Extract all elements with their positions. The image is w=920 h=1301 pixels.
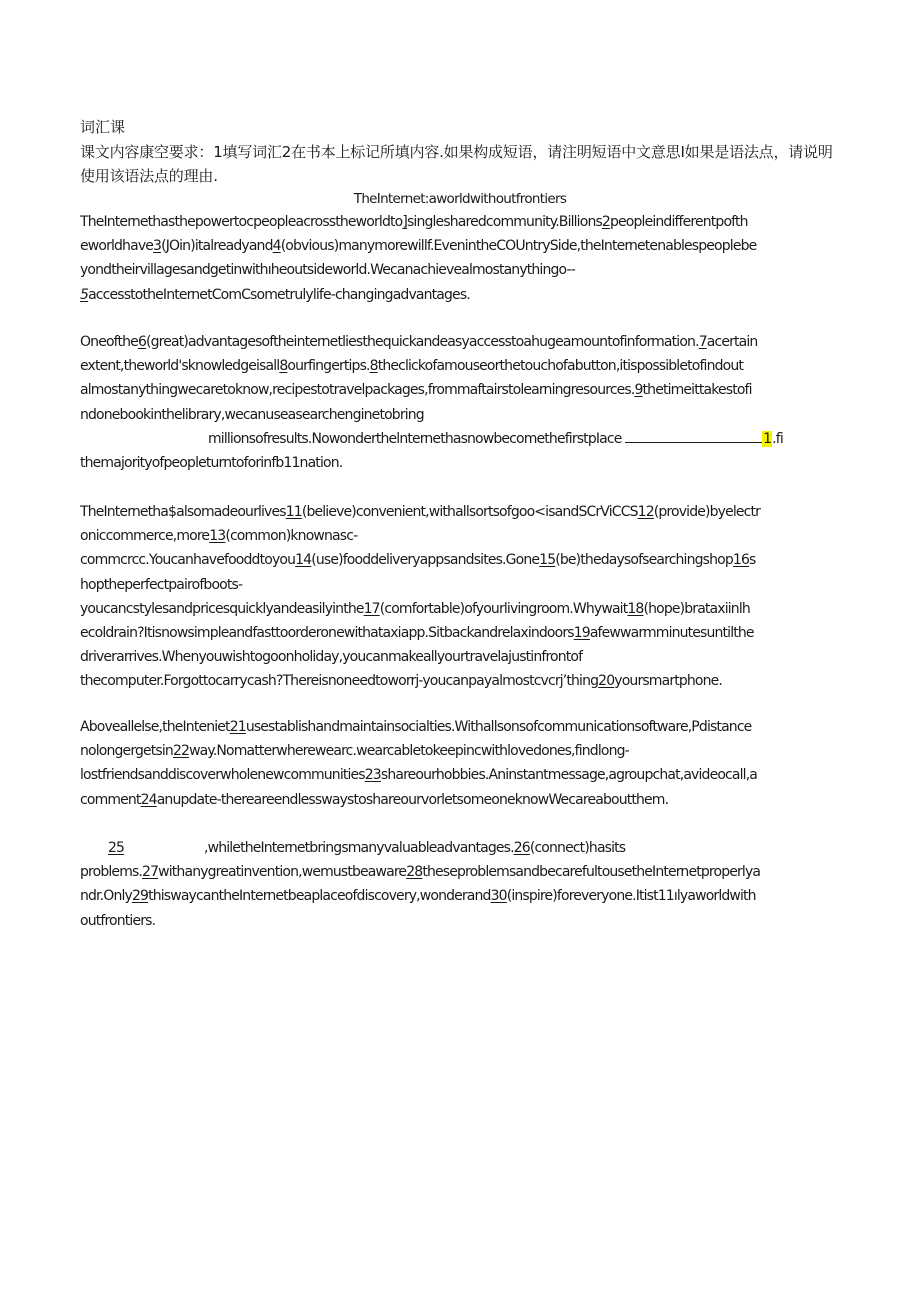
text-line xyxy=(80,669,842,693)
text-line xyxy=(80,210,842,234)
text-run: nolongergetsin xyxy=(80,743,173,760)
text-run: afewwarmminutesuntilthe xyxy=(589,625,754,642)
text-run: s xyxy=(749,552,756,569)
blank-1[interactable]: ] xyxy=(402,214,407,230)
blank-8[interactable]: 8 xyxy=(279,358,288,375)
text-run: (obvious)manymorewillf.EvenintheCOUntrySide,theInternetenablespeoplebe xyxy=(280,238,757,255)
text-run: ecoldrain?Itisnowsimpleandfasttoorderonewithataxiapp.Sitbackandrelaxindoors xyxy=(80,625,574,642)
text-line xyxy=(80,573,842,597)
blank-14[interactable]: 14 xyxy=(295,552,312,569)
text-line xyxy=(80,524,842,548)
text-run: yoursmartphone. xyxy=(614,673,723,690)
text-line xyxy=(80,548,842,572)
instructions-text: 课文内容康空要求：1填写词汇2在书本上标记所填内容.如果构成短语，请注明短语中文意思I如果是语法点，请说明使用该语法点的理由. xyxy=(80,143,833,185)
text-line xyxy=(80,234,842,258)
text-run: peopleindifferentpofth xyxy=(609,214,748,230)
text-line xyxy=(80,884,842,908)
text-run: (believe)convenient,withallsortsofgoo<isandSCrViCCS xyxy=(301,504,638,520)
text-run: theseproblemsandbecarefultousetheInternetproperlya xyxy=(422,864,761,881)
text-run: Aboveallelse,theInteniet xyxy=(80,719,230,735)
text-line xyxy=(80,258,842,282)
blank-17[interactable]: 17 xyxy=(363,600,380,617)
blank-18[interactable]: 18 xyxy=(627,600,644,617)
paragraph-2 xyxy=(80,330,842,475)
blank-4[interactable]: 4 xyxy=(272,238,281,255)
text-run: youcancstylesandpricesquicklyandeasilyinthe xyxy=(80,600,364,617)
text-run: outfrontiers. xyxy=(80,912,156,929)
blank-21[interactable]: 21 xyxy=(229,719,246,735)
text-run: oniccommerce,more xyxy=(80,528,210,545)
text-run: millionsofresults.NowonderthelnternethasnowbecomethefirstpIace xyxy=(208,430,622,447)
text-run: ,whiletheInternetbringsmanyvaluableadvantages. xyxy=(204,840,514,856)
blank-29[interactable]: 29 xyxy=(131,888,149,905)
blank-25[interactable]: 25 xyxy=(108,840,125,856)
blank-13[interactable]: 13 xyxy=(209,528,226,545)
text-run: (hope)brataxiinlh xyxy=(643,600,750,617)
text-run: themajorityofpeopleturntoforinfb11nation. xyxy=(80,455,343,472)
blank-26[interactable]: 26 xyxy=(513,840,530,856)
text-run: (be)thedaysofsearchingshop xyxy=(555,552,733,569)
text-run: lostfriendsanddiscoverwholenewcommunities xyxy=(80,767,365,784)
blank-12[interactable]: 12 xyxy=(637,504,654,520)
text-run: (provide)byelectr xyxy=(653,504,761,520)
blank-20[interactable]: 20 xyxy=(598,673,615,690)
text-run: (JOin)italreadyand xyxy=(161,238,273,255)
text-line xyxy=(80,715,842,739)
text-run: way.Nomatterwherewearc.wearcabletokeepincwithlovedones,findlong- xyxy=(189,743,629,760)
text-line xyxy=(80,283,842,307)
text-run: .fi xyxy=(772,430,783,447)
text-line xyxy=(80,836,842,860)
text-run: theclickofamouseorthetouchofabutton,itispossibletofindout xyxy=(377,358,744,375)
text-run: hoptheperfectpairofboots- xyxy=(80,576,243,593)
text-run: withanygreatinvention,wemustbeaware xyxy=(158,864,407,881)
text-run: anupdate-thereareendlesswaystoshareourvorletsomeoneknowWecareaboutthem. xyxy=(156,791,669,808)
paragraph-3 xyxy=(80,500,842,694)
text-run: (inspire)foreveryone.Itist11ılyaworldwith xyxy=(506,888,756,905)
blank-16[interactable]: 16 xyxy=(732,552,750,569)
text-line xyxy=(80,860,842,884)
blank-10[interactable]: 1 xyxy=(763,430,772,447)
text-line xyxy=(80,330,842,354)
blank-8b[interactable]: 8 xyxy=(369,358,378,375)
text-run: extent,theworld'sknowledgeisall xyxy=(80,358,280,375)
text-run: singlesharedcommunity.Billions xyxy=(406,214,602,230)
text-run: acertain xyxy=(706,334,758,350)
blank-9[interactable]: 9 xyxy=(634,382,643,399)
text-line xyxy=(80,621,842,645)
text-run: yondtheirvillagesandgetinwithıheoutsideworld.Wecanachievealmostanythingo xyxy=(80,262,567,279)
paragraph-5 xyxy=(80,836,842,933)
blank-2[interactable]: 2 xyxy=(601,214,610,230)
blank-22[interactable]: 22 xyxy=(172,743,190,760)
blank-5[interactable]: 5 xyxy=(80,286,89,303)
text-line xyxy=(80,763,842,787)
blank-28[interactable]: 28 xyxy=(406,864,423,881)
text-run: driverarrives.Whenyouwishtogoonholiday,youcanmakeallyourtravelajustinfrontof xyxy=(80,649,583,666)
text-run: ndr.Only xyxy=(80,888,132,905)
section-heading: 词汇课 xyxy=(80,118,126,136)
blank-15[interactable]: 15 xyxy=(539,552,556,569)
text-run: thecomputer.Forgottocarrycash?Thereisnoneedtoworrj-youcanpayalmostcvcrj’thing xyxy=(80,673,599,690)
blank-23[interactable]: 23 xyxy=(364,767,381,784)
text-line xyxy=(80,403,842,427)
text-run: comment xyxy=(80,791,141,808)
text-line xyxy=(80,500,842,524)
text-run: (use)fooddeliveryappsandsites.Gone xyxy=(311,552,540,569)
blank-19[interactable]: 19 xyxy=(573,625,590,642)
text-run: -- xyxy=(566,262,575,279)
text-line xyxy=(80,597,842,621)
text-run: TheInternetha$alsomadeourlives xyxy=(80,504,286,520)
blank-11[interactable]: 11 xyxy=(285,504,302,520)
text-run: (connect)hasits xyxy=(529,840,626,856)
text-run: TheInternethasthepowertocpeopleacrosstheworldto xyxy=(80,214,403,230)
text-run: thetimeittakestofi xyxy=(642,382,752,399)
text-line xyxy=(80,378,842,402)
text-line xyxy=(80,739,842,763)
paragraph-1 xyxy=(80,210,842,307)
text-run: shareourhobbies.Aninstantmessage,agroupchat,avideocall,a xyxy=(380,767,758,784)
text-line xyxy=(80,427,842,451)
blank-7[interactable]: 7 xyxy=(698,334,707,350)
text-line xyxy=(80,451,842,475)
text-run: eworldhave xyxy=(80,238,154,255)
text-run: almostanythingwecaretoknow,recipestotravelpackages,frommaftairstolearningresources. xyxy=(80,382,635,399)
text-line xyxy=(80,645,842,669)
text-line xyxy=(80,909,842,933)
text-run: ourfingertips. xyxy=(287,358,370,375)
blank-24[interactable]: 24 xyxy=(140,791,157,808)
blank-3[interactable]: 3 xyxy=(153,238,162,255)
blank-10-line[interactable] xyxy=(625,428,762,443)
text-run: thiswaycantheInternetbeaplaceofdiscovery,wonderand xyxy=(148,888,491,905)
text-run: ndonebookinthelibrary,wecanuseasearchenginetobring xyxy=(80,406,424,423)
text-run: problems. xyxy=(80,864,143,881)
text-run: accesstotheInternetComCsometrulylife-changingadvantages. xyxy=(88,286,470,303)
text-run: usestablishandmaintainsocialties.Withallsonsofcommunicationsoftware,Pdistance xyxy=(245,719,752,735)
text-run: (comfortable)ofyourlivingroom.Whywait xyxy=(379,600,628,617)
text-line xyxy=(80,354,842,378)
blank-6[interactable]: 6 xyxy=(137,334,146,350)
blank-30[interactable]: 30 xyxy=(490,888,507,905)
text-run: commcrcc.Youcanhavefooddtoyou xyxy=(80,552,296,569)
blank-27[interactable]: 27 xyxy=(142,864,159,881)
article-title: TheInternet:aworldwithoutfrontiers xyxy=(353,191,567,207)
text-run: (great)advantagesoftheinternetliesthequickandeasyaccesstoahugeamountofinformation. xyxy=(146,334,699,350)
text-line xyxy=(80,788,842,812)
paragraph-4 xyxy=(80,715,842,812)
text-run: Oneofthe xyxy=(80,334,138,350)
text-run: (common)knownasc- xyxy=(225,528,358,545)
